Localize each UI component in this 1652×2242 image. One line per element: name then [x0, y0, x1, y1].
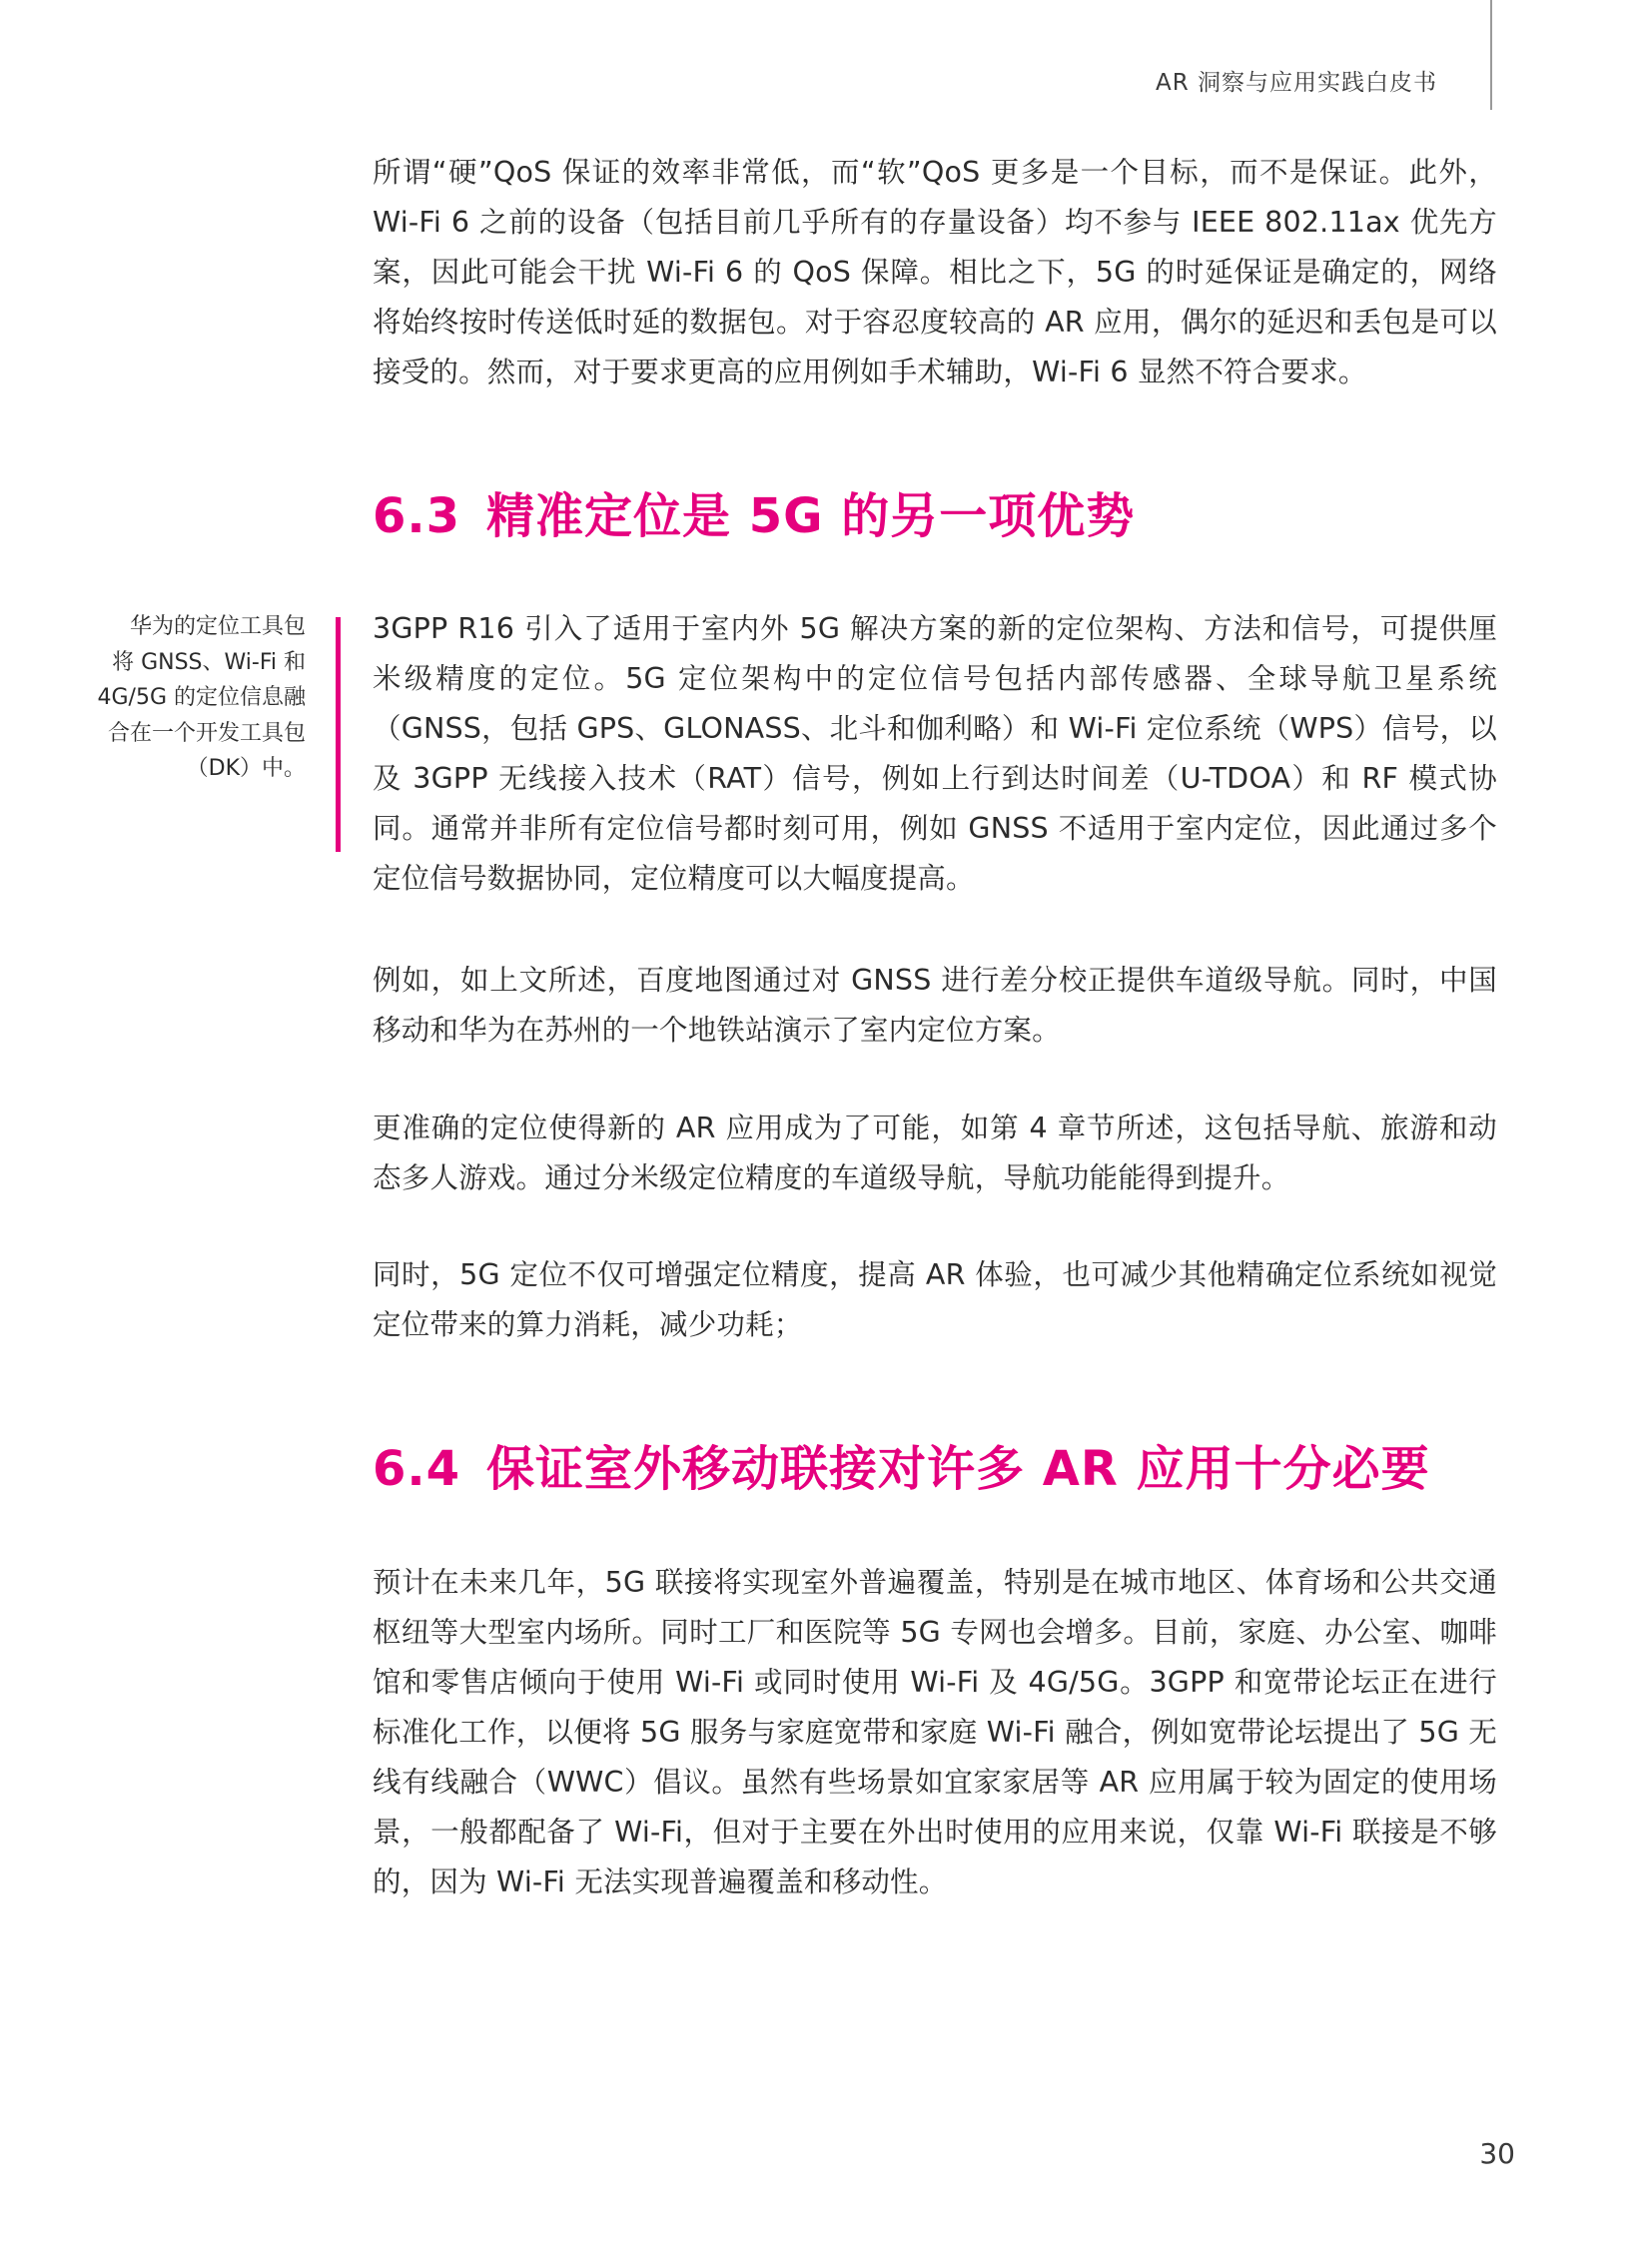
- section-title: 保证室外移动联接对许多 AR 应用十分必要: [486, 1441, 1430, 1497]
- section-6-3-body: [373, 1104, 1497, 1203]
- running-header-title: AR 洞察与应用实践白皮书: [1155, 70, 1437, 96]
- body-paragraph: 3GPP R16 引入了适用于室内外 5G 解决方案的新的定位架构、方法和信号，可提供厘米级精度的定位。5G 定位架构中的定位信号包括内部传感器、全球导航卫星系统（GNSS，包括 GPS、GLONASS、北斗和伽利略）和 Wi-Fi 定位系统（WPS）信号，以及 3GPP 无线接入技术（RAT）信号，例如上行到达时间差（U-TDOA）和 RF 模式协同。通常并非所有定位信号都时刻可用，例如 GNSS 不适用于室内定位，因此通过多个定位信号数据协同，定位精度可以大幅度提高。: [373, 612, 1498, 895]
- section-number: 6.3: [373, 488, 461, 544]
- body-paragraph: 例如，如上文所述，百度地图通过对 GNSS 进行差分校正提供车道级导航。同时，中国移动和华为在苏州的一个地铁站演示了室内定位方案。: [373, 964, 1497, 1047]
- section-6-3-body: [373, 604, 1497, 904]
- margin-note: [60, 609, 306, 787]
- body-paragraph: 同时，5G 定位不仅可增强定位精度，提高 AR 体验，也可减少其他精确定位系统如视觉定位带来的算力消耗，减少功耗；: [373, 1258, 1497, 1341]
- section-6-3-body: [373, 1250, 1497, 1350]
- section-heading-6-3: [373, 477, 1135, 546]
- section-6-3-body: [373, 956, 1497, 1056]
- body-paragraph: 预计在未来几年，5G 联接将实现室外普遍覆盖，特别是在城市地区、体育场和公共交通枢纽等大型室内场所。同时工厂和医院等 5G 专网也会增多。目前，家庭、办公室、咖啡馆和零售店倾向于使用 Wi-Fi 或同时使用 Wi-Fi 及 4G/5G。3GPP 和宽带论坛正在进行标准化工作，以便将 5G 服务与家庭宽带和家庭 Wi-Fi 融合，例如宽带论坛提出了 5G 无线有线融合（WWC）倡议。虽然有些场景如宜家家居等 AR 应用属于较为固定的使用场景，一般都配备了 Wi-Fi，但对于主要在外出时使用的应用来说，仅靠 Wi-Fi 联接是不够的，因为 Wi-Fi 无法实现普遍覆盖和移动性。: [373, 1566, 1497, 1898]
- section-number: 6.4: [373, 1441, 461, 1497]
- body-paragraph: 所谓“硬”QoS 保证的效率非常低，而“软”QoS 更多是一个目标，而不是保证。此外，Wi-Fi 6 之前的设备（包括目前几乎所有的存量设备）均不参与 IEEE 802.11ax 优先方案，因此可能会干扰 Wi-Fi 6 的 QoS 保障。相比之下，5G 的时延保证是确定的，网络将始终按时传送低时延的数据包。对于容忍度较高的 AR 应用，偶尔的延迟和丢包是可以接受的。然而，对于要求更高的应用例如手术辅助，Wi-Fi 6 显然不符合要求。: [373, 156, 1497, 388]
- page-number: 30: [1479, 2137, 1515, 2170]
- margin-note-line: （DK）中。: [186, 756, 306, 781]
- margin-note-line: 将 GNSS、Wi-Fi 和: [112, 649, 306, 675]
- section-6-4-body: [373, 1558, 1497, 1907]
- header-divider: [1490, 0, 1492, 110]
- margin-note-accent-bar: [336, 617, 341, 852]
- section-heading-6-4: [373, 1430, 1430, 1499]
- section-title: 精准定位是 5G 的另一项优势: [486, 488, 1136, 544]
- intro-text-block: [373, 148, 1497, 397]
- margin-note-line: 华为的定位工具包: [129, 614, 306, 639]
- body-paragraph: 更准确的定位使得新的 AR 应用成为了可能，如第 4 章节所述，这包括导航、旅游和动态多人游戏。通过分米级定位精度的车道级导航，导航功能能得到提升。: [373, 1112, 1497, 1194]
- margin-note-line: 合在一个开发工具包: [107, 720, 306, 746]
- margin-note-line: 4G/5G 的定位信息融: [97, 685, 306, 710]
